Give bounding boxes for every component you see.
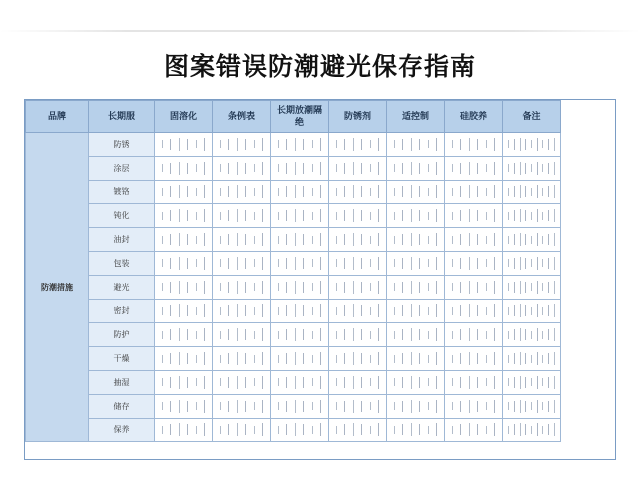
illegible-text-marks [155, 371, 212, 394]
table-header-row [26, 101, 617, 133]
illegible-text-marks [213, 276, 270, 299]
illegible-text-marks [271, 228, 328, 251]
table-cell [329, 394, 387, 418]
illegible-text-marks [445, 347, 502, 370]
table-cell [213, 347, 271, 371]
table-cell [271, 275, 329, 299]
illegible-text-marks [503, 228, 560, 251]
illegible-text-marks [329, 419, 386, 442]
table-cell [155, 323, 213, 347]
illegible-text-marks [445, 276, 502, 299]
table-cell [445, 180, 503, 204]
table-cell [503, 156, 561, 180]
table-cell [213, 204, 271, 228]
table-cell [387, 204, 445, 228]
illegible-text-marks [155, 181, 212, 204]
page-title: 图案错误防潮避光保存指南 [163, 52, 476, 81]
table-cell [213, 275, 271, 299]
table-cell [387, 394, 445, 418]
illegible-text-marks [387, 300, 444, 323]
table-cell [155, 228, 213, 252]
illegible-text-marks [213, 395, 270, 418]
illegible-text-marks [445, 133, 502, 156]
table-cell [213, 418, 271, 442]
table-cell [155, 156, 213, 180]
illegible-text-marks [329, 300, 386, 323]
illegible-text-marks [271, 133, 328, 156]
table-cell [503, 418, 561, 442]
table-cell [213, 228, 271, 252]
illegible-text-marks [155, 204, 212, 227]
illegible-text-marks [155, 347, 212, 370]
table-row [26, 156, 617, 180]
illegible-text-marks [213, 347, 270, 370]
table-cell [387, 133, 445, 157]
table-cell [329, 370, 387, 394]
table-cell [445, 299, 503, 323]
illegible-text-marks [387, 323, 444, 346]
illegible-text-marks [213, 252, 270, 275]
table-cell [503, 228, 561, 252]
illegible-text-marks [271, 371, 328, 394]
table-row [26, 418, 617, 442]
row-item-label: 防护 [89, 323, 155, 347]
table-cell [213, 323, 271, 347]
table-cell [329, 275, 387, 299]
table-cell [213, 133, 271, 157]
top-divider-line [0, 30, 640, 32]
illegible-text-marks [329, 204, 386, 227]
illegible-text-marks [213, 181, 270, 204]
illegible-text-marks [329, 133, 386, 156]
illegible-text-marks [271, 252, 328, 275]
table-cell [271, 323, 329, 347]
table-cell [213, 299, 271, 323]
table-body [26, 133, 617, 442]
column-header: 防锈剂 [329, 101, 387, 133]
table-cell [445, 347, 503, 371]
table-cell [271, 156, 329, 180]
row-item-label: 防锈 [89, 133, 155, 157]
illegible-text-marks [503, 323, 560, 346]
illegible-text-marks [213, 419, 270, 442]
row-item-label: 抽湿 [89, 370, 155, 394]
column-header: 适控制 [387, 101, 445, 133]
illegible-text-marks [445, 228, 502, 251]
illegible-text-marks [445, 157, 502, 180]
table-cell [503, 394, 561, 418]
illegible-text-marks [329, 157, 386, 180]
table-cell [387, 156, 445, 180]
table-row [26, 180, 617, 204]
illegible-text-marks [445, 419, 502, 442]
illegible-text-marks [445, 300, 502, 323]
illegible-text-marks [155, 300, 212, 323]
illegible-text-marks [387, 204, 444, 227]
illegible-text-marks [155, 228, 212, 251]
row-item-label: 保养 [89, 418, 155, 442]
table-cell [445, 228, 503, 252]
illegible-text-marks [271, 300, 328, 323]
row-item-label: 包装 [89, 251, 155, 275]
illegible-text-marks [271, 181, 328, 204]
table-cell [213, 156, 271, 180]
table-cell [155, 275, 213, 299]
illegible-text-marks [271, 347, 328, 370]
table-cell [445, 251, 503, 275]
table-cell [155, 299, 213, 323]
table-cell [445, 323, 503, 347]
illegible-text-marks [387, 228, 444, 251]
illegible-text-marks [329, 228, 386, 251]
table-cell [213, 180, 271, 204]
illegible-text-marks [503, 347, 560, 370]
illegible-text-marks [445, 323, 502, 346]
table-cell [503, 204, 561, 228]
table-cell [503, 370, 561, 394]
illegible-text-marks [155, 419, 212, 442]
column-header: 长期服 [89, 101, 155, 133]
illegible-text-marks [213, 204, 270, 227]
table-cell [155, 370, 213, 394]
table-cell [387, 418, 445, 442]
illegible-text-marks [329, 323, 386, 346]
table-cell [271, 347, 329, 371]
row-item-label: 储存 [89, 394, 155, 418]
table-row [26, 228, 617, 252]
row-item-label: 油封 [89, 228, 155, 252]
table-cell [213, 251, 271, 275]
illegible-text-marks [329, 252, 386, 275]
illegible-text-marks [155, 252, 212, 275]
illegible-text-marks [445, 252, 502, 275]
guide-table [25, 100, 616, 442]
illegible-text-marks [445, 371, 502, 394]
table-cell [329, 418, 387, 442]
table-cell [387, 299, 445, 323]
row-group-label: 防潮措施 [26, 133, 89, 442]
illegible-text-marks [387, 181, 444, 204]
table-cell [329, 156, 387, 180]
table-cell [445, 204, 503, 228]
illegible-text-marks [387, 347, 444, 370]
illegible-text-marks [503, 181, 560, 204]
illegible-text-marks [155, 323, 212, 346]
illegible-text-marks [329, 371, 386, 394]
illegible-text-marks [503, 276, 560, 299]
table-cell [329, 299, 387, 323]
illegible-text-marks [387, 276, 444, 299]
table-cell [387, 347, 445, 371]
illegible-text-marks [213, 300, 270, 323]
illegible-text-marks [155, 157, 212, 180]
table-cell [503, 251, 561, 275]
illegible-text-marks [271, 395, 328, 418]
table-cell [445, 370, 503, 394]
column-header: 条例表 [213, 101, 271, 133]
illegible-text-marks [503, 133, 560, 156]
table-cell [387, 180, 445, 204]
table-row [26, 323, 617, 347]
table-cell [271, 394, 329, 418]
row-item-label: 镀铬 [89, 180, 155, 204]
illegible-text-marks [329, 395, 386, 418]
illegible-text-marks [445, 181, 502, 204]
table-cell [155, 347, 213, 371]
table-cell [213, 370, 271, 394]
table-cell [271, 299, 329, 323]
table-cell [387, 323, 445, 347]
table-row [26, 347, 617, 371]
row-item-label: 密封 [89, 299, 155, 323]
illegible-text-marks [503, 252, 560, 275]
table-cell [503, 299, 561, 323]
table-cell [155, 180, 213, 204]
row-item-label: 干燥 [89, 347, 155, 371]
table-row [26, 133, 617, 157]
table-cell [387, 370, 445, 394]
table-cell [271, 370, 329, 394]
table-cell [329, 204, 387, 228]
column-header: 硅胶养 [445, 101, 503, 133]
illegible-text-marks [445, 395, 502, 418]
table-cell [213, 394, 271, 418]
table-row [26, 370, 617, 394]
illegible-text-marks [155, 133, 212, 156]
illegible-text-marks [387, 252, 444, 275]
guide-table-container [24, 99, 616, 460]
illegible-text-marks [503, 419, 560, 442]
illegible-text-marks [387, 371, 444, 394]
illegible-text-marks [503, 157, 560, 180]
illegible-text-marks [213, 157, 270, 180]
table-cell [329, 251, 387, 275]
illegible-text-marks [329, 276, 386, 299]
table-cell [271, 180, 329, 204]
table-cell [503, 347, 561, 371]
table-row [26, 251, 617, 275]
table-row [26, 299, 617, 323]
row-item-label: 涂层 [89, 156, 155, 180]
table-cell [155, 133, 213, 157]
illegible-text-marks [213, 371, 270, 394]
illegible-text-marks [387, 395, 444, 418]
illegible-text-marks [387, 419, 444, 442]
illegible-text-marks [329, 181, 386, 204]
illegible-text-marks [213, 323, 270, 346]
illegible-text-marks [213, 228, 270, 251]
illegible-text-marks [503, 371, 560, 394]
table-cell [503, 133, 561, 157]
row-item-label: 避光 [89, 275, 155, 299]
table-cell [503, 323, 561, 347]
table-cell [271, 204, 329, 228]
illegible-text-marks [271, 323, 328, 346]
illegible-text-marks [271, 419, 328, 442]
table-cell [329, 133, 387, 157]
table-cell [329, 323, 387, 347]
table-cell [387, 228, 445, 252]
column-header: 品牌 [26, 101, 89, 133]
table-cell [445, 394, 503, 418]
row-item-label: 钝化 [89, 204, 155, 228]
illegible-text-marks [503, 300, 560, 323]
table-row [26, 394, 617, 418]
illegible-text-marks [387, 133, 444, 156]
table-row [26, 275, 617, 299]
table-cell [445, 133, 503, 157]
table-cell [271, 418, 329, 442]
table-cell [329, 180, 387, 204]
table-cell [503, 275, 561, 299]
table-cell [155, 251, 213, 275]
table-cell [271, 228, 329, 252]
table-cell [329, 347, 387, 371]
illegible-text-marks [271, 157, 328, 180]
column-header: 备注 [503, 101, 561, 133]
illegible-text-marks [271, 204, 328, 227]
illegible-text-marks [155, 395, 212, 418]
table-cell [503, 180, 561, 204]
illegible-text-marks [213, 133, 270, 156]
illegible-text-marks [503, 204, 560, 227]
table-cell [271, 133, 329, 157]
table-cell [271, 251, 329, 275]
table-row [26, 204, 617, 228]
table-cell [155, 418, 213, 442]
table-cell [387, 251, 445, 275]
column-header: 长期放潮隔绝 [271, 101, 329, 133]
illegible-text-marks [271, 276, 328, 299]
table-cell [155, 394, 213, 418]
table-cell [445, 156, 503, 180]
table-cell [155, 204, 213, 228]
column-header: 固溶化 [155, 101, 213, 133]
illegible-text-marks [387, 157, 444, 180]
table-cell [445, 418, 503, 442]
illegible-text-marks [503, 395, 560, 418]
illegible-text-marks [329, 347, 386, 370]
table-cell [329, 228, 387, 252]
table-cell [445, 275, 503, 299]
illegible-text-marks [445, 204, 502, 227]
illegible-text-marks [155, 276, 212, 299]
table-cell [387, 275, 445, 299]
